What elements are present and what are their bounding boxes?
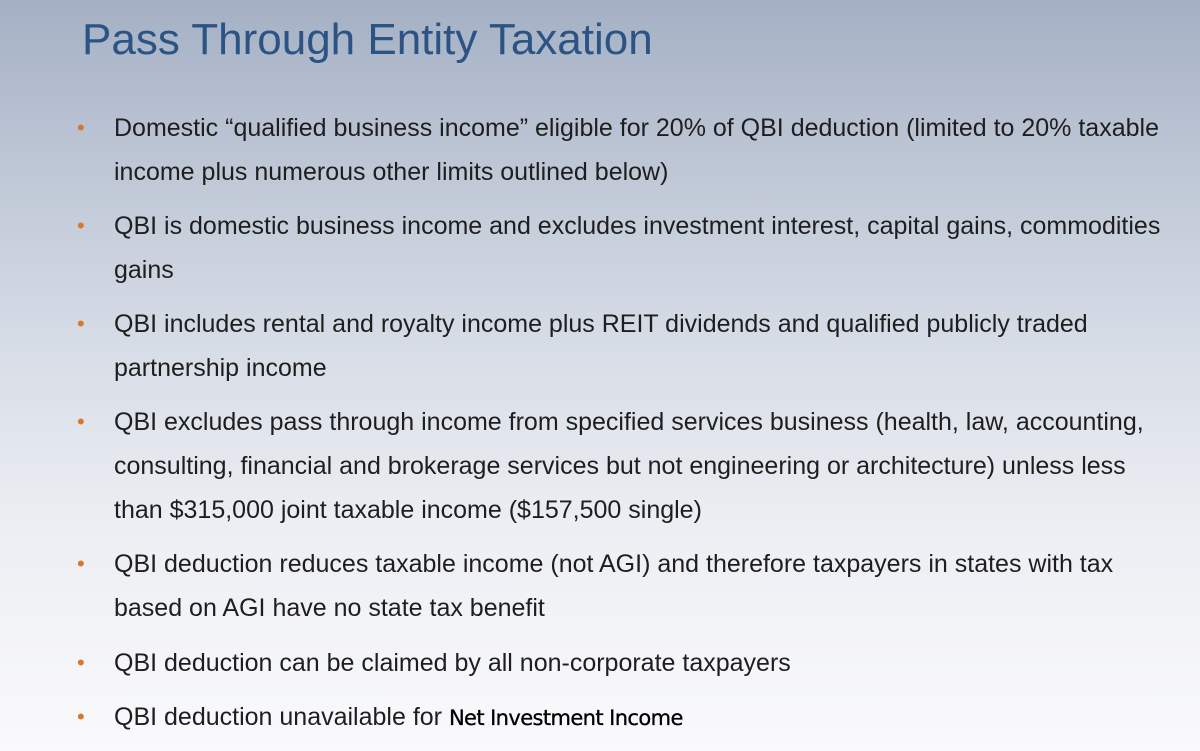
bullet-icon: • (77, 115, 85, 140)
bullet-icon: • (77, 409, 85, 434)
emphasis-text: Net Investment Income (448, 706, 683, 730)
bullet-icon: • (77, 213, 85, 238)
slide-title: Pass Through Entity Taxation (82, 15, 653, 64)
bullet-text: Domestic “qualified business income” eligible for 20% of QBI deduction (limited to 20% taxable income plus numerous other limits outlined below) (114, 114, 1159, 186)
bullet-icon: • (77, 311, 85, 336)
bullet-icon: • (77, 704, 85, 729)
bullet-icon: • (77, 551, 85, 576)
bullet-text: QBI deduction reduces taxable income (not AGI) and therefore taxpayers in states with tax based on AGI have no state tax benefit (114, 550, 1114, 622)
bullet-text: QBI deduction unavailable for (114, 703, 449, 731)
bullet-icon: • (77, 650, 85, 675)
bullet-text: QBI deduction can be claimed by all non-corporate taxpayers (114, 649, 791, 677)
bullet-text: QBI excludes pass through income from specified services business (health, law, accounting, consulting, financial and brokerage services but not engineering or architecture) unless less than $315,000 joint taxable income ($157,500 single) (114, 408, 1144, 524)
bullet-text-with-emphasis (114, 695, 1164, 740)
bullet-text: QBI is domestic business income and excludes investment interest, capital gains, commodities gains (114, 212, 1161, 284)
bullet-text: QBI includes rental and royalty income plus REIT dividends and qualified publicly traded partnership income (114, 310, 1088, 382)
